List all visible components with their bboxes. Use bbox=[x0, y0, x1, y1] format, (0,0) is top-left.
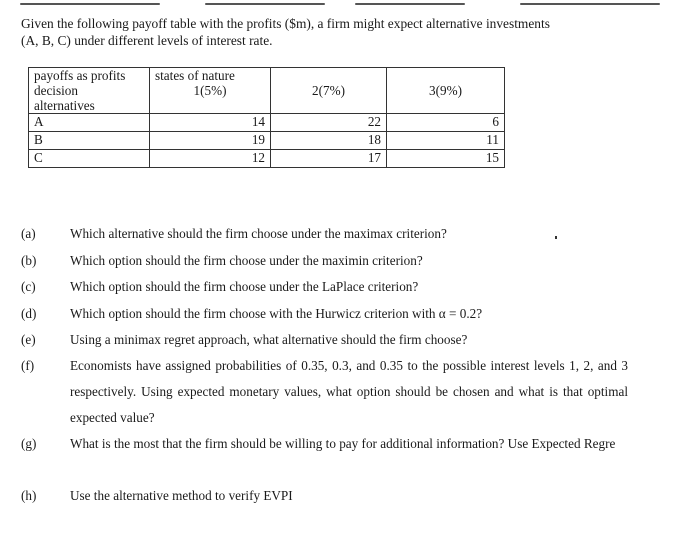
state-1-header bbox=[150, 68, 271, 114]
payoff-cell: 19 bbox=[150, 132, 271, 150]
payoff-cell: 6 bbox=[387, 114, 505, 132]
alternative-label: A bbox=[29, 114, 150, 132]
corner-label-payoffs: payoffs as profits bbox=[34, 68, 126, 83]
payoff-cell: 12 bbox=[150, 150, 271, 168]
question-text: Using a minimax regret approach, what alternative should the firm choose? bbox=[70, 332, 468, 347]
states-of-nature-label: states of nature bbox=[155, 68, 235, 83]
question-letter: (d) bbox=[21, 306, 37, 321]
top-edge-artifact bbox=[0, 0, 679, 10]
intro-line-1: Given the following payoff table with the profits ($m), a firm might expect alternative investments bbox=[21, 16, 550, 31]
payoff-cell: 18 bbox=[271, 132, 387, 150]
question-letter: (g) bbox=[21, 436, 37, 451]
state-1-label: 1(5%) bbox=[193, 83, 227, 98]
payoff-table bbox=[28, 67, 505, 168]
intro-line-2: (A, B, C) under different levels of interest rate. bbox=[21, 33, 273, 48]
state-2-label: 2(7%) bbox=[312, 83, 345, 98]
table-header-row bbox=[29, 68, 505, 114]
question-text: Which option should the firm choose with the Hurwicz criterion with α = 0.2? bbox=[70, 306, 483, 321]
corner-header-cell bbox=[29, 68, 150, 114]
question-letter: (f) bbox=[21, 358, 35, 373]
question-text: Use the alternative method to verify EVPI bbox=[70, 488, 293, 503]
payoff-cell: 14 bbox=[150, 114, 271, 132]
payoff-cell: 17 bbox=[271, 150, 387, 168]
table-row bbox=[29, 150, 505, 168]
problem-intro bbox=[21, 15, 550, 49]
alternative-label: C bbox=[29, 150, 150, 168]
question-text: Which option should the firm choose under the maximin criterion? bbox=[70, 253, 423, 268]
question-letter: (c) bbox=[21, 279, 36, 294]
question-text: Which alternative should the firm choose under the maximax criterion? bbox=[70, 226, 447, 241]
stray-mark bbox=[555, 236, 557, 239]
state-3-header bbox=[387, 68, 505, 114]
question-letter: (b) bbox=[21, 253, 37, 268]
alternative-label: B bbox=[29, 132, 150, 150]
question-text: Economists have assigned probabilities of 0.35, 0.3, and 0.35 to the possible interest levels 1, 2, and 3 respectively. Using expected monetary values, what option should be chosen and what is that optimal expected value? bbox=[70, 358, 628, 425]
question-letter: (a) bbox=[21, 226, 36, 241]
corner-label-alternatives: alternatives bbox=[34, 98, 95, 113]
table-row bbox=[29, 132, 505, 150]
corner-label-decision: decision bbox=[34, 83, 78, 98]
state-2-header bbox=[271, 68, 387, 114]
question-text: What is the most that the firm should be willing to pay for additional information? Use Expected Regre bbox=[70, 436, 616, 451]
payoff-cell: 11 bbox=[387, 132, 505, 150]
question-text: Which option should the firm choose under the LaPlace criterion? bbox=[70, 279, 419, 294]
table-row bbox=[29, 114, 505, 132]
payoff-cell: 15 bbox=[387, 150, 505, 168]
payoff-cell: 22 bbox=[271, 114, 387, 132]
question-letter: (h) bbox=[21, 488, 37, 503]
question-letter: (e) bbox=[21, 332, 36, 347]
state-3-label: 3(9%) bbox=[429, 83, 462, 98]
